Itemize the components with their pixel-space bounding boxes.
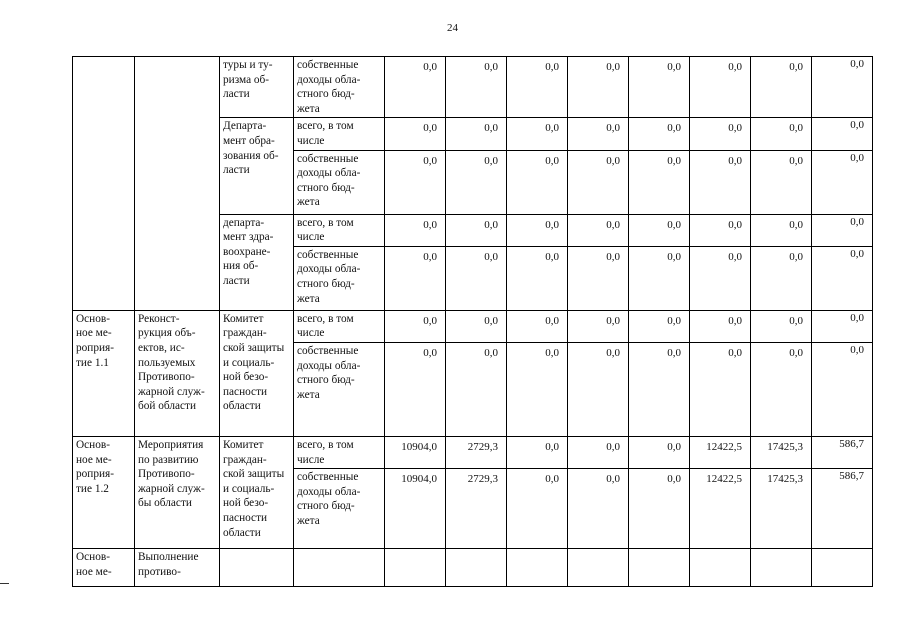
cell-funding-source: собственные доходы обла- стного бюд- жета [294, 57, 385, 118]
cell-value: 0,0 [690, 214, 751, 246]
cell-value: 0,0 [690, 57, 751, 118]
cell-executor: Комитет граждан- ской защиты и социаль- ной безо- пасности области [220, 436, 294, 548]
cell-value: 0,0 [629, 57, 690, 118]
cell-value: 0,0 [446, 246, 507, 310]
cell-funding-source: всего, в том числе [294, 436, 385, 468]
cell-activity-number: Основ- ное ме- [73, 549, 135, 587]
cell-value: 10904,0 [385, 469, 446, 549]
cell-value [446, 549, 507, 587]
cell-value: 0,0 [629, 342, 690, 436]
cell-value: 0,0 [507, 214, 568, 246]
cell-value: 0,0 [385, 214, 446, 246]
cell-value: 0,0 [568, 214, 629, 246]
cell-value: 12422,5 [690, 469, 751, 549]
cell-value: 17425,3 [751, 469, 812, 549]
cell-value: 0,0 [629, 310, 690, 342]
cell-value: 0,0 [751, 342, 812, 436]
cell-activity-number: Основ- ное ме- роприя- тие 1.1 [73, 310, 135, 436]
cell-value: 0,0 [751, 310, 812, 342]
cell-value [629, 549, 690, 587]
cell-activity-name: Мероприятия по развитию Противопо- жарной служ- бы области [135, 436, 220, 548]
cell-value: 0,0 [690, 342, 751, 436]
cell-value: 0,0 [751, 150, 812, 214]
cell-value: 0,0 [812, 214, 873, 246]
cell-value: 0,0 [446, 310, 507, 342]
cell-value [751, 549, 812, 587]
page-number: 24 [447, 22, 458, 34]
cell-value: 0,0 [446, 214, 507, 246]
margin-mark [0, 583, 9, 584]
cell-value [507, 549, 568, 587]
cell-value: 0,0 [568, 57, 629, 118]
cell-value: 0,0 [385, 246, 446, 310]
cell-value: 0,0 [385, 342, 446, 436]
cell-value: 0,0 [812, 118, 873, 150]
cell-value: 0,0 [507, 310, 568, 342]
cell-value: 0,0 [507, 436, 568, 468]
cell-value: 0,0 [690, 150, 751, 214]
table-row [73, 549, 873, 587]
cell-value: 0,0 [812, 310, 873, 342]
cell-value: 0,0 [812, 246, 873, 310]
table-row [73, 310, 873, 342]
cell-value: 0,0 [751, 246, 812, 310]
cell-value: 0,0 [385, 57, 446, 118]
cell-value: 0,0 [568, 118, 629, 150]
cell-value: 0,0 [812, 150, 873, 214]
cell-funding-source [294, 549, 385, 587]
cell-value: 0,0 [568, 150, 629, 214]
cell-value: 0,0 [446, 150, 507, 214]
cell-funding-source: всего, в том числе [294, 214, 385, 246]
cell-value [812, 549, 873, 587]
cell-value: 0,0 [568, 246, 629, 310]
cell-activity-number [73, 57, 135, 311]
cell-activity-name: Выполнение противо- [135, 549, 220, 587]
cell-value: 0,0 [568, 342, 629, 436]
cell-value: 0,0 [446, 57, 507, 118]
cell-value: 0,0 [751, 214, 812, 246]
cell-value: 0,0 [812, 342, 873, 436]
cell-executor: департа- мент здра- воохране- ния об- ласти [220, 214, 294, 310]
cell-value: 0,0 [507, 118, 568, 150]
cell-value: 2729,3 [446, 436, 507, 468]
cell-value: 0,0 [690, 246, 751, 310]
cell-value: 0,0 [751, 118, 812, 150]
cell-value: 0,0 [629, 150, 690, 214]
cell-value: 0,0 [385, 150, 446, 214]
cell-funding-source: собственные доходы обла- стного бюд- жета [294, 342, 385, 436]
cell-value: 0,0 [446, 342, 507, 436]
cell-value: 0,0 [507, 342, 568, 436]
cell-funding-source: собственные доходы обла- стного бюд- жета [294, 469, 385, 549]
cell-value: 0,0 [568, 436, 629, 468]
cell-value: 0,0 [385, 118, 446, 150]
cell-value: 0,0 [507, 57, 568, 118]
cell-funding-source: собственные доходы обла- стного бюд- жета [294, 150, 385, 214]
cell-value: 586,7 [812, 436, 873, 468]
cell-executor: туры и ту- ризма об- ласти [220, 57, 294, 118]
cell-value: 0,0 [690, 310, 751, 342]
cell-value: 0,0 [507, 246, 568, 310]
cell-value: 10904,0 [385, 436, 446, 468]
cell-activity-number: Основ- ное ме- роприя- тие 1.2 [73, 436, 135, 548]
budget-table [72, 56, 873, 587]
cell-activity-name: Реконст- рукция объ- ектов, ис- пользуемых Противопо- жарной служ- бой области [135, 310, 220, 436]
table-row [73, 57, 873, 118]
cell-value: 0,0 [629, 214, 690, 246]
cell-executor: Департа- мент обра- зования об- ласти [220, 118, 294, 214]
cell-value: 0,0 [812, 57, 873, 118]
cell-value: 0,0 [446, 118, 507, 150]
cell-executor: Комитет граждан- ской защиты и социаль- ной безо- пасности области [220, 310, 294, 436]
table-row [73, 436, 873, 468]
cell-value: 17425,3 [751, 436, 812, 468]
cell-value: 0,0 [568, 310, 629, 342]
cell-value: 586,7 [812, 469, 873, 549]
cell-value: 0,0 [507, 469, 568, 549]
cell-funding-source: собственные доходы обла- стного бюд- жета [294, 246, 385, 310]
cell-value: 0,0 [629, 246, 690, 310]
cell-value [568, 549, 629, 587]
cell-value: 0,0 [568, 469, 629, 549]
cell-value: 2729,3 [446, 469, 507, 549]
cell-value: 0,0 [629, 469, 690, 549]
cell-value: 0,0 [385, 310, 446, 342]
cell-value: 12422,5 [690, 436, 751, 468]
cell-value: 0,0 [690, 118, 751, 150]
cell-value: 0,0 [507, 150, 568, 214]
cell-executor [220, 549, 294, 587]
cell-value: 0,0 [629, 436, 690, 468]
cell-value [690, 549, 751, 587]
cell-value: 0,0 [629, 118, 690, 150]
cell-value [385, 549, 446, 587]
cell-value: 0,0 [751, 57, 812, 118]
cell-funding-source: всего, в том числе [294, 118, 385, 150]
cell-activity-name [135, 57, 220, 311]
cell-funding-source: всего, в том числе [294, 310, 385, 342]
